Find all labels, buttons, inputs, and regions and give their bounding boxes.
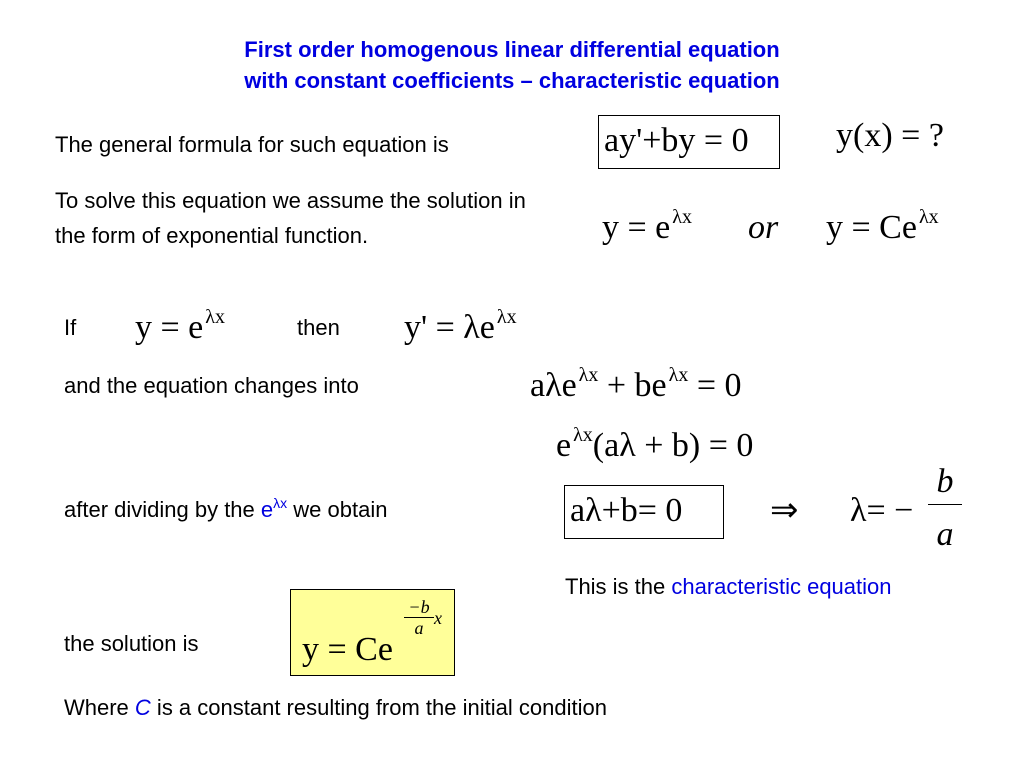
assumed-solution-1-exponent: λx (672, 206, 692, 228)
factored-exponent: λx (573, 424, 593, 446)
unknown-function: y(x) = ? (836, 117, 944, 154)
characteristic-equation: aλ+b= 0 (570, 492, 683, 529)
title-line-1: First order homogenous linear differential equation (244, 37, 780, 62)
solution-text: the solution is (64, 631, 199, 656)
lambda-fraction (928, 462, 962, 555)
characteristic-label-highlight: characteristic equation (671, 574, 892, 599)
if-expression-exponent: λx (205, 306, 225, 328)
assumed-solution-1 (602, 208, 692, 252)
lambda-denominator: a (936, 516, 954, 553)
implies-arrow: ⇒ (770, 492, 799, 529)
or-word: or (748, 209, 779, 246)
constant-symbol: C (134, 695, 151, 720)
constant-note-pre: Where (64, 695, 135, 720)
assumed-solution-2-base: y = Ce (826, 209, 917, 246)
substituted-exp-b: λx (668, 364, 689, 386)
substituted-term-b: + be (598, 367, 667, 404)
general-formula-text: The general formula for such equation is (55, 132, 449, 157)
derivative-base: y' = λe (404, 309, 495, 346)
dividing-text-pre: after dividing by the (64, 497, 261, 522)
dividing-text-post: we obtain (287, 497, 388, 522)
solution-exp-denominator: a (414, 618, 424, 638)
assumption-text: To solve this equation we assume the solution in the form of exponential function. (55, 188, 526, 248)
assumed-solution-2 (826, 208, 939, 252)
solution-exp-numerator: −b (408, 597, 430, 617)
general-equation: ay'+by = 0 (604, 122, 749, 159)
slide-title (0, 34, 1024, 96)
derivative-exponent: λx (496, 306, 517, 328)
if-word: If (64, 315, 77, 340)
assumed-solution-2-exponent: λx (918, 206, 939, 228)
factored-equation (556, 426, 753, 470)
assumed-solution-1-base: y = e (602, 209, 671, 246)
constant-note (64, 693, 607, 723)
dividing-text (64, 495, 387, 527)
substituted-exp-a: λx (578, 364, 599, 386)
solution-exponent-fraction (404, 597, 434, 638)
characteristic-label-pre: This is the (565, 574, 672, 599)
dividing-text-sup: λx (273, 495, 288, 511)
dividing-text-e: e (260, 497, 274, 522)
if-expression (135, 308, 225, 352)
solution-expression: y = Ce (302, 631, 393, 668)
lambda-lhs: λ= − (850, 492, 914, 529)
solution-exp-x: x (434, 608, 442, 628)
fraction-bar (928, 504, 962, 505)
title-line-2: with constant coefficients – characteristic equation (244, 68, 780, 93)
lambda-numerator: b (936, 463, 954, 500)
derivative-expression (404, 308, 517, 352)
substituted-term-a: aλe (530, 367, 577, 404)
characteristic-label (565, 572, 892, 602)
factored-rest: (aλ + b) = 0 (592, 427, 754, 464)
substituted-equation (530, 366, 742, 410)
if-expression-base: y = e (135, 309, 204, 346)
factored-e: e (556, 427, 572, 464)
constant-note-post: is a constant resulting from the initial condition (150, 695, 607, 720)
then-word: then (297, 315, 340, 340)
changes-text: and the equation changes into (64, 373, 359, 398)
substituted-end: = 0 (688, 367, 742, 404)
